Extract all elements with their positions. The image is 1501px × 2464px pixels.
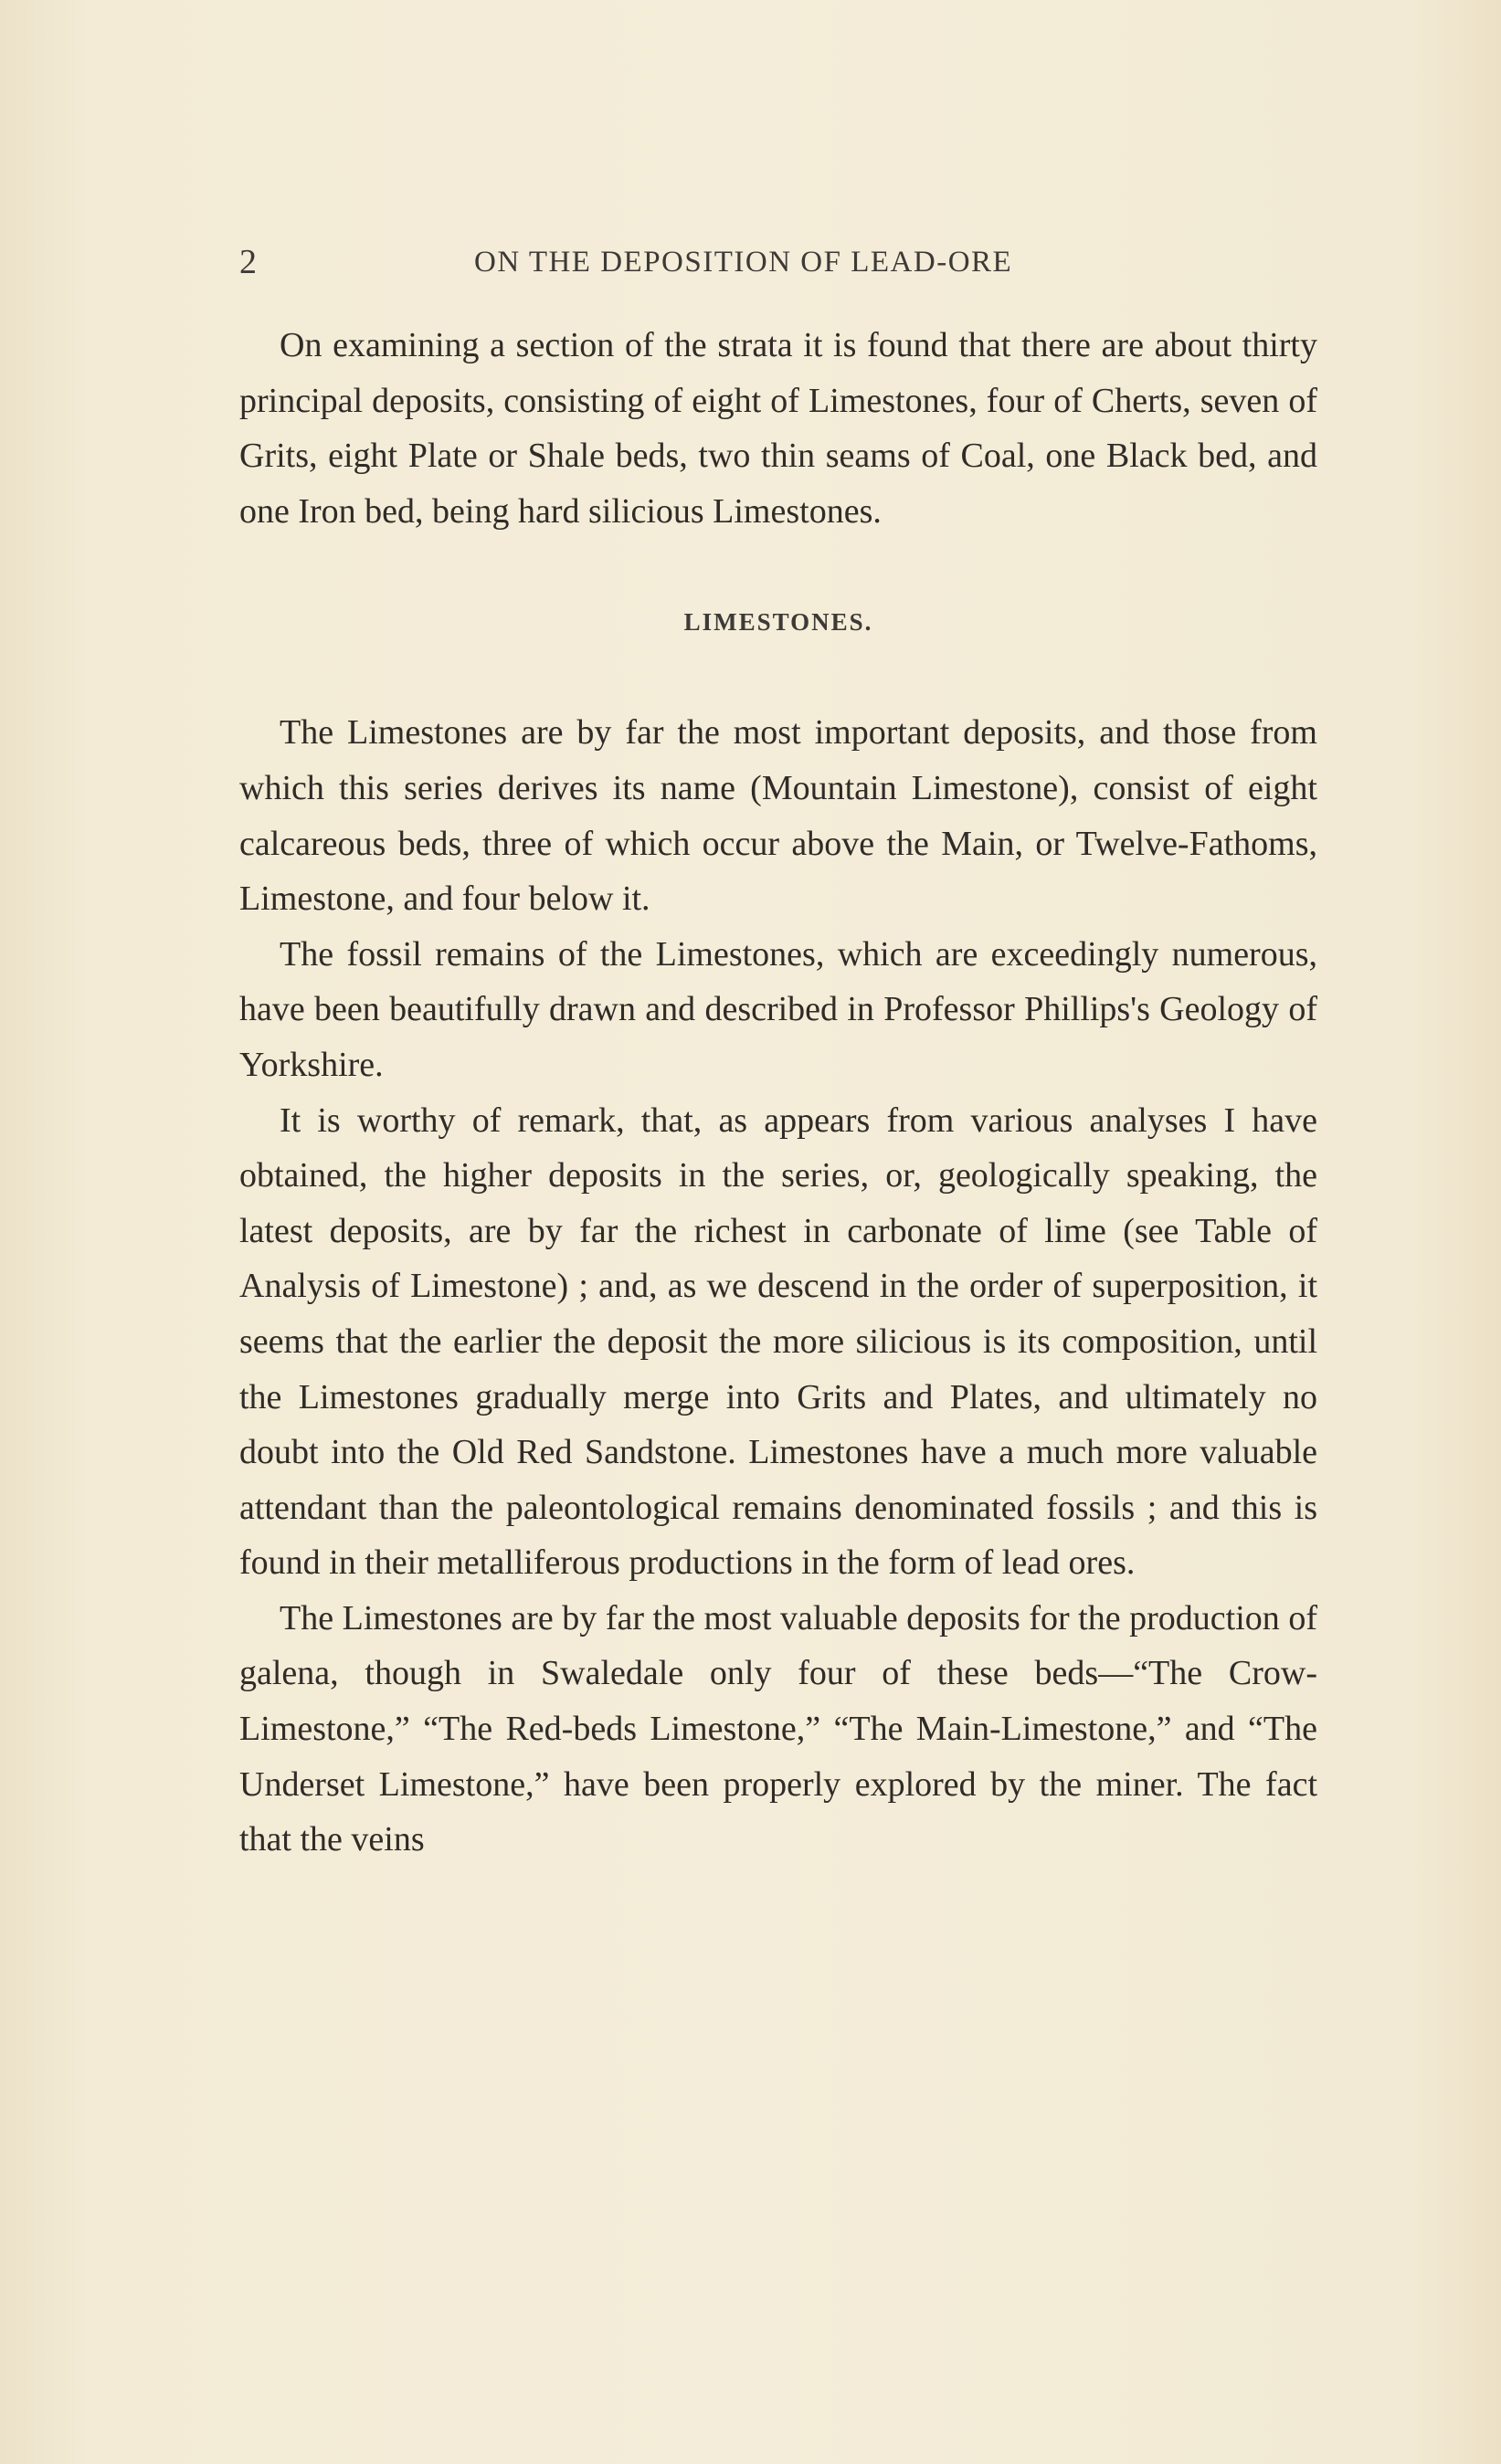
section-heading: LIMESTONES. xyxy=(683,608,873,637)
body-text xyxy=(239,318,1317,1868)
paragraph-fossil-remains: The fossil remains of the Limestones, which are exceedingly numerous, have been beautifully drawn and described in Professor Phillips's Geology of Yorkshire. xyxy=(239,934,1317,1084)
paragraph-galena-production: The Limestones are by far the most valuable deposits for the production of galena, though in Swaledale only four of these beds—“The Crow-Limestone,” “The Red-beds Limestone,” “The Main-Limestone,” and “The Underset Limestone,” have been properly explored by the miner. The fact that the veins xyxy=(239,1598,1317,1859)
paragraph-limestones-overview: The Limestones are by far the most important deposits, and those from which this series derives its name (Mountain Limestone), consist of eight calcareous beds, three of which occur above the Main, or Twelve-Fathoms, Limestone, and four below it. xyxy=(239,713,1317,919)
running-title: ON THE DEPOSITION OF LEAD-ORE xyxy=(474,246,1013,279)
intro-paragraph: On examining a section of the strata it is found that there are about thirty principal deposits, consisting of eight of Limestones, four of Cherts, seven of Grits, eight Plate or Shale beds, two thin seams of Coal, one Black bed, and one Iron bed, being hard silicious Limestones. xyxy=(239,326,1317,531)
running-head xyxy=(239,239,1317,285)
page-number: 2 xyxy=(239,243,257,281)
paragraph-composition: It is worthy of remark, that, as appears from various analyses I have obtained, the higher deposits in the series, or, geologically speaking, the latest deposits, are by far the richest in carbonate of lime (see Table of Analysis of Limestone) ; and, as we descend in the order of superposition, it seems that the earlier the deposit the more silicious is its composition, until the Limestones gradually merge into Grits and Plates, and ultimately no doubt into the Old Red Sandstone. Limestones have a much more valuable attendant than the paleontological remains denominated fossils ; and this is found in their metalliferous productions in the form of lead ores. xyxy=(239,1100,1317,1583)
